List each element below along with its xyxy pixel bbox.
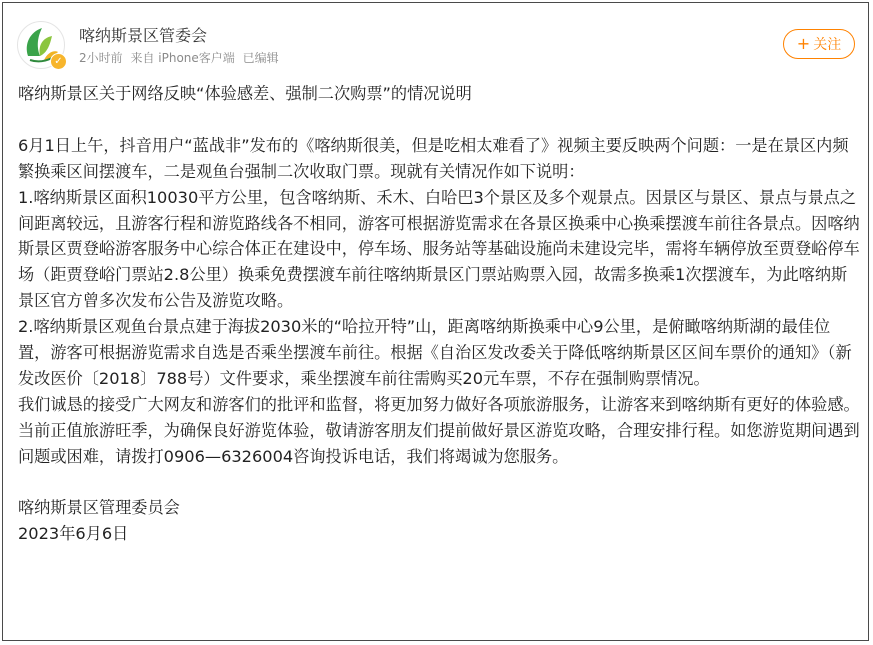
- follow-button[interactable]: [783, 29, 855, 59]
- author-name[interactable]: 喀纳斯景区管委会: [79, 26, 208, 45]
- post-body: [18, 81, 860, 547]
- article-intro: 6月1日上午，抖音用户“蓝战非”发布的《喀纳斯很美，但是吃相太难看了》视频主要反映两个问题：一是在景区内频繁换乘区间摆渡车，二是观鱼台强制二次收取门票。现就有关情况作如下说明：: [18, 135, 849, 181]
- article-signature: 喀纳斯景区管理委员会: [18, 498, 180, 518]
- verified-badge-icon: ✓: [50, 53, 67, 70]
- paragraph-gap: [18, 107, 860, 133]
- post-source: 来自 iPhone客户端: [130, 51, 235, 65]
- plus-icon: +: [796, 34, 811, 53]
- article-point-1: 1.喀纳斯景区面积10030平方公里，包含喀纳斯、禾木、白哈巴3个景区及多个观景点。因景区与景区、景点与景点之间距离较远，且游客行程和游览路线各不相同，游客可根据游览需求在各景区换乘中心换乘摆渡车前往各景点。因喀纳斯景区贾登峪游客服务中心综合体正在建设中，停车场、服务站等基础设施尚未建设完毕，需将车辆停放至贾登峪停车场（距贾登峪门票站2.8公里）换乘免费摆渡车前往喀纳斯景区门票站购票入园，故需多换乘1次摆渡车，为此喀纳斯景区官方曾多次发布公告及游览攻略。: [18, 187, 860, 311]
- article-closing: 我们诚恳的接受广大网友和游客们的批评和监督，将更加努力做好各项旅游服务，让游客来到喀纳斯有更好的体验感。当前正值旅游旺季，为确保良好游览体验，敬请游客朋友们提前做好景区游览攻略，合理安排行程。如您游览期间遇到问题或困难，请拨打0906—6326004咨询投诉电话，我们将竭诚为您服务。: [18, 394, 860, 466]
- article-date: 2023年6月6日: [18, 524, 129, 544]
- post-meta: [79, 49, 283, 66]
- paragraph-gap: [18, 470, 860, 496]
- weibo-post-card: [2, 2, 869, 641]
- article-point-2: 2.喀纳斯景区观鱼台景点建于海拔2030米的“哈拉开特”山，距离喀纳斯换乘中心9公里，是俯瞰喀纳斯湖的最佳位置，游客可根据游览需求自选是否乘坐摆渡车前往。根据《自治区发改委关于降低喀纳斯景区区间车票价的通知》（新发改医价〔2018〕788号）文件要求，乘坐摆渡车前往需购买20元车票，不存在强制购票情况。: [18, 317, 852, 388]
- follow-label: 关注: [813, 37, 842, 53]
- edited-label[interactable]: 已编辑: [242, 51, 279, 65]
- post-header: [17, 21, 857, 71]
- article-title: 喀纳斯景区关于网络反映“体验感差、强制二次购票”的情况说明: [18, 84, 472, 103]
- post-time[interactable]: 2小时前: [79, 51, 123, 65]
